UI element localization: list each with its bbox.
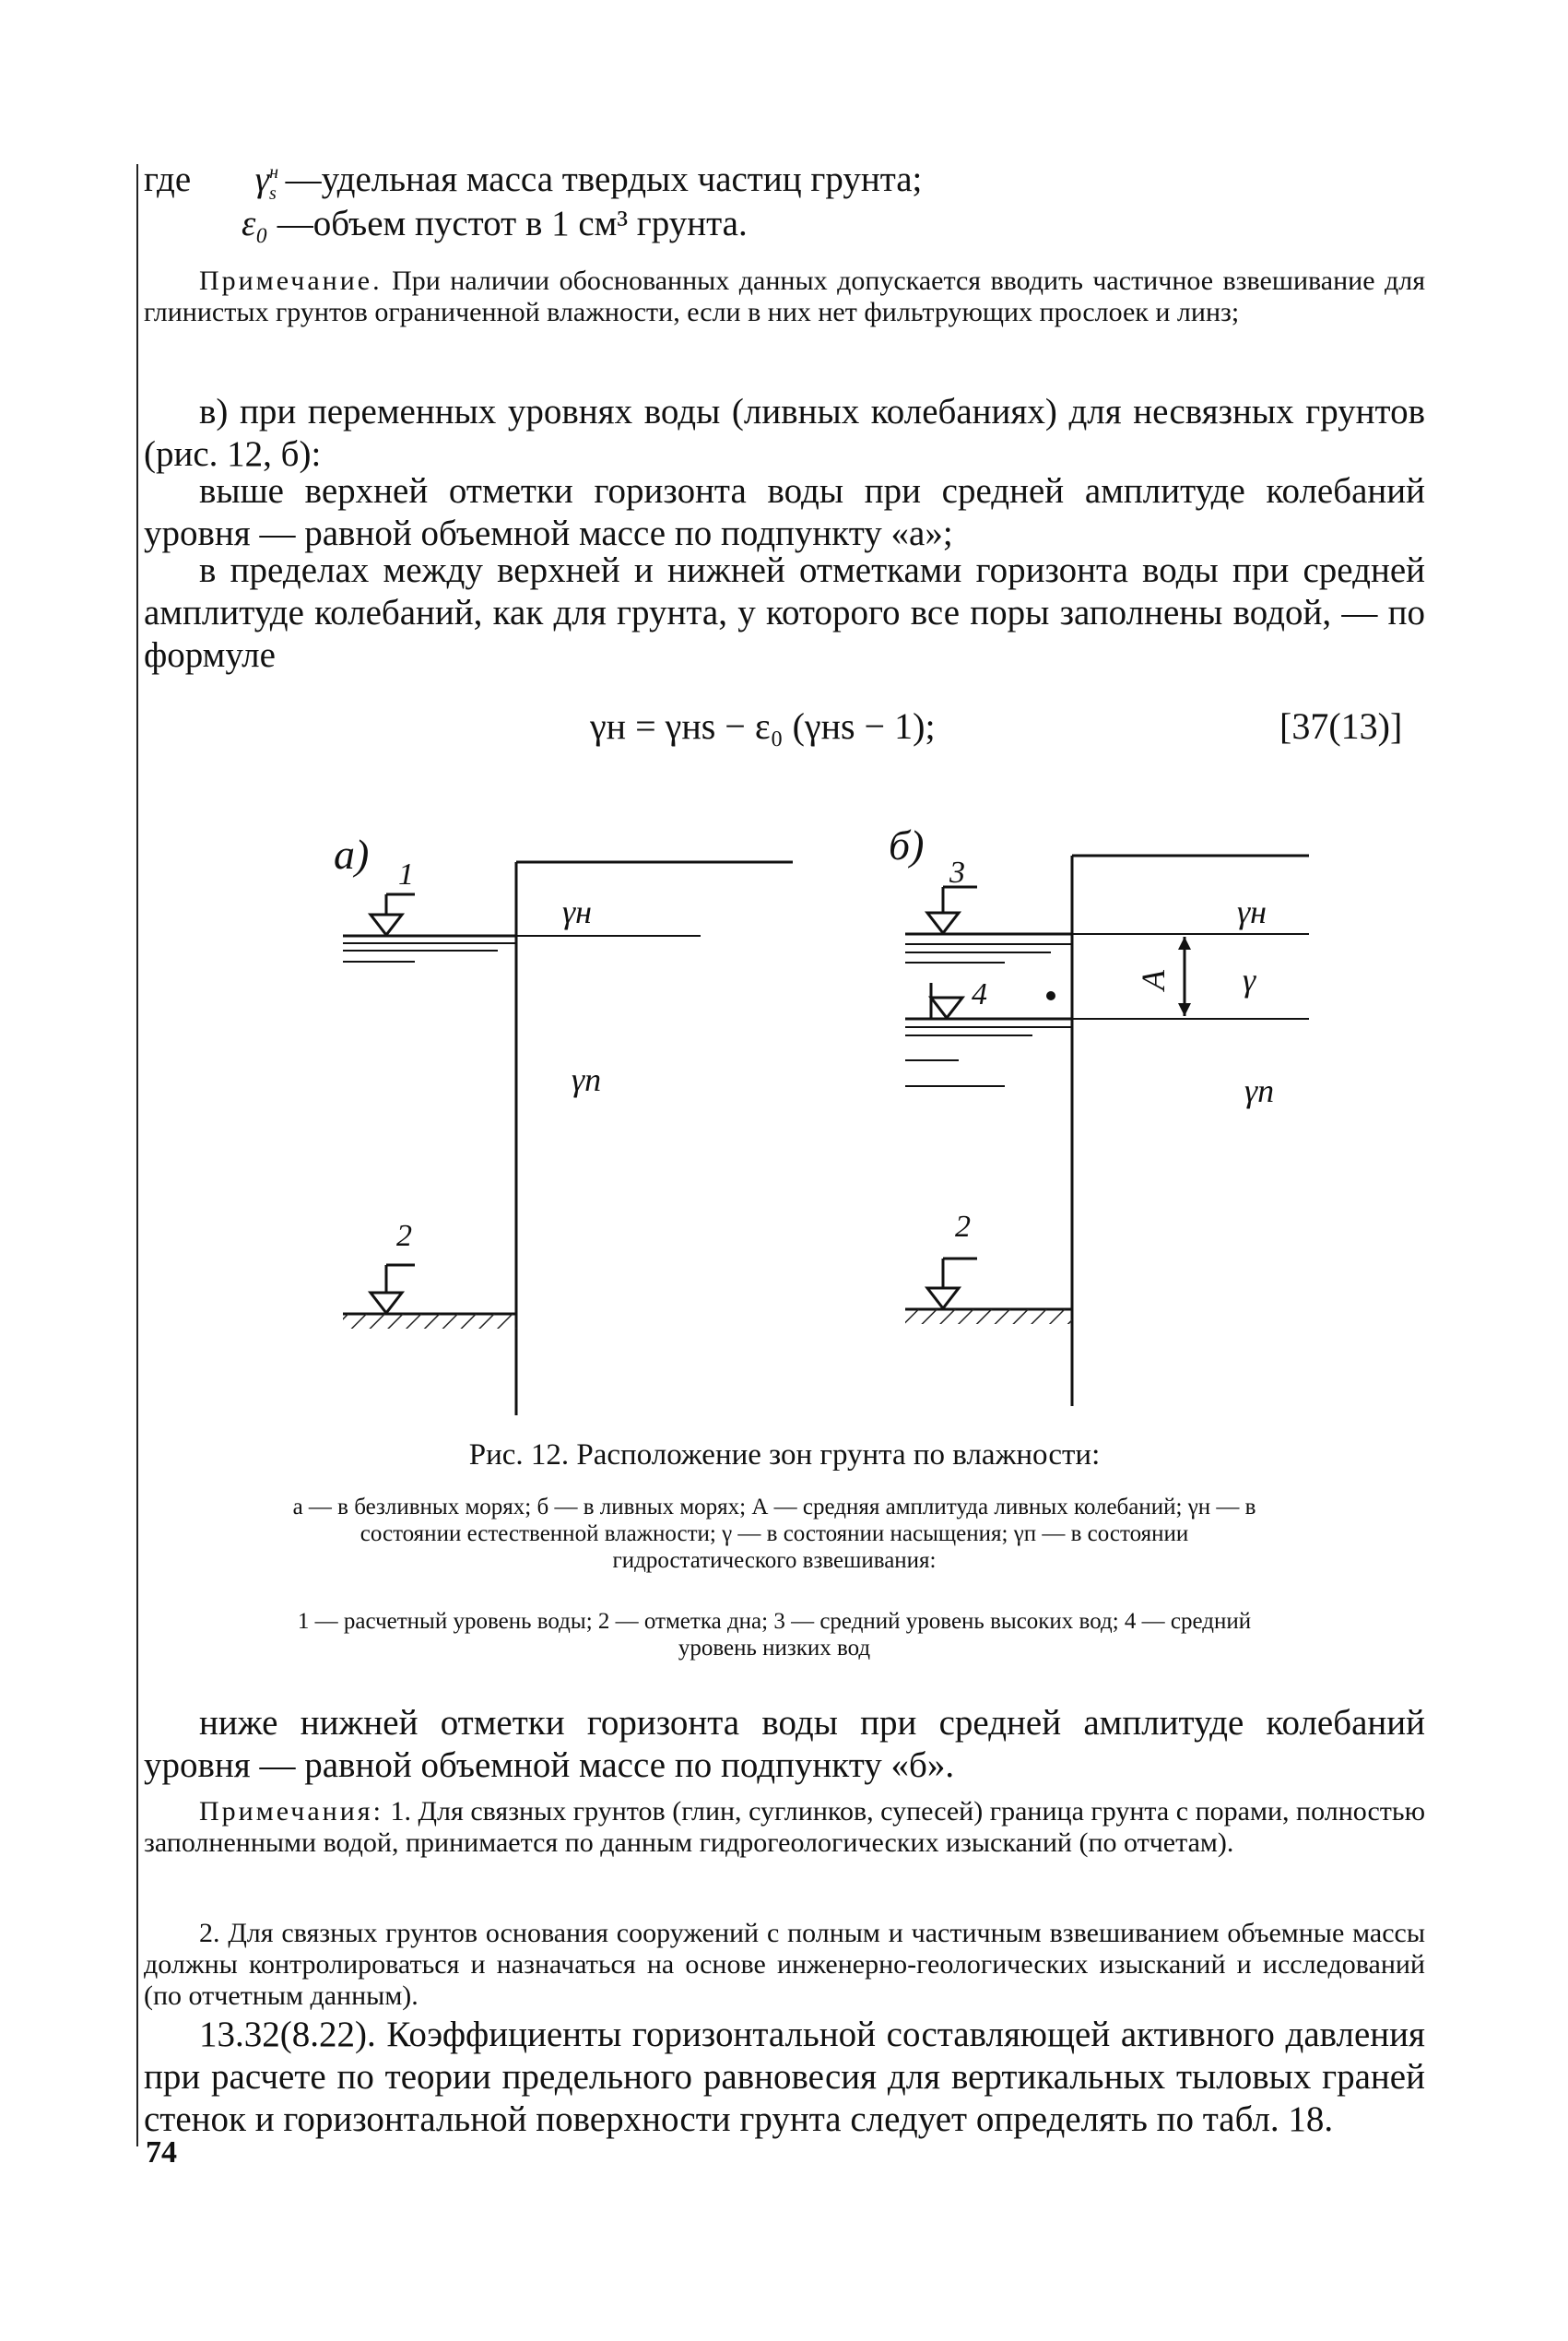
level-marker-4	[931, 998, 962, 1018]
notes-2-label: Примечания:	[199, 1796, 383, 1827]
gamma-n-label-a: γн	[562, 893, 593, 930]
level-2-label-a: 2	[396, 1219, 412, 1253]
paragraph-v: в) при переменных уровнях воды (ливных колебаниях) для несвязных грунтов (рис. 12, б):	[144, 392, 1425, 474]
note-1-text: При наличии обоснованных данных допускается вводить частичное взвешивание для глинистых грунтов ограниченной влажности, если в них нет фильтрующих прослоек и линз;	[144, 266, 1425, 327]
level-marker-2a	[371, 1293, 402, 1313]
page-number: 74	[146, 2135, 177, 2170]
panel-a-label: а)	[334, 831, 370, 878]
paragraph-below: ниже нижней отметки горизонта воды при средней амплитуде колебаний уровня — равной объемной массе по подпункту «б».	[144, 1703, 1425, 1785]
figure-caption-legend-2: 1 — расчетный уровень воды; 2 — отметка дна; 3 — средний уровень высоких вод; 4 — средний уровень низких вод	[297, 1609, 1252, 1661]
level-3-label: 3	[949, 856, 965, 890]
formula-number: [37(13)]	[1279, 705, 1403, 747]
seabed-hatch-a	[343, 1314, 516, 1329]
gamma-p-label-b: γп	[1244, 1072, 1275, 1109]
figure-caption-title: Рис. 12. Расположение зон грунта по влажности:	[468, 1438, 1101, 1472]
level-marker-1	[371, 915, 402, 935]
formula: γн = γнs − ε₀ (γнs − 1);	[590, 705, 936, 747]
epsilon-symbol: ε₀	[242, 204, 268, 243]
figure-caption-legend-1: а — в безливных морях; б — в ливных морях; А — средняя амплитуда ливных колебаний; γн — в состоянии естественной влажности; γ — в состоянии насыщения; γп — в состоянии гидростатического взвешивания:	[292, 1495, 1256, 1573]
where-line-2-text: —объем пустот в 1 см³ грунта.	[277, 204, 748, 243]
notes-2-item-1	[144, 1796, 1425, 1859]
amplitude-arrow-down	[1178, 1003, 1191, 1016]
level-1-label: 1	[398, 857, 414, 892]
note-1-label: Примечание.	[199, 266, 383, 296]
level-4-label: 4	[972, 977, 987, 1011]
notes-2-item-1-text: 1. Для связных грунтов (глин, суглинков, супесей) граница грунта с порами, полностью заполненными водой, принимается по данным гидрогеологических изысканий (по отчетам).	[144, 1796, 1426, 1858]
gamma-s-symbol: $\gamma^н_s$	[254, 160, 279, 204]
level-marker-3	[927, 913, 959, 933]
level-2-label-b: 2	[955, 1210, 971, 1244]
paragraph-above: выше верхней отметки горизонта воды при средней амплитуде колебаний уровня — равной объемной массе по подпункту «а»;	[144, 471, 1425, 553]
notes-2-item-2: 2. Для связных грунтов основания сооружений с полным и частичным взвешиванием объемные массы должны контролироваться и назначаться на основе инженерно-геологических изысканий и исследований (по отчетным данным).	[144, 1918, 1425, 2011]
amplitude-label: A	[1135, 970, 1172, 990]
amplitude-arrow-up	[1178, 937, 1191, 950]
where-line-1-text: —удельная масса твердых частиц грунта;	[285, 160, 923, 199]
gamma-p-label-a: γп	[572, 1061, 602, 1098]
paragraph-13-32: 13.32(8.22). Коэффициенты горизонтальной составляющей активного давления при расчете по теории предельного равновесия для вертикальных тыловых граней стенок и горизонтальной поверхности грунта следует определять по табл. 18.	[144, 2015, 1425, 2139]
panel-b-drawing	[905, 856, 1309, 1406]
gamma-n-label-b: γн	[1237, 893, 1267, 930]
paragraph-between: в пределах между верхней и нижней отметками горизонта воды при средней амплитуде колебаний, как для грунта, у которого все поры заполнены водой, — по формуле	[144, 550, 1425, 675]
level-marker-2b	[927, 1288, 959, 1308]
dot	[1046, 991, 1055, 1000]
panel-b-label: б)	[889, 822, 925, 869]
where-label: где	[144, 160, 192, 199]
gamma-label-b: γ	[1243, 962, 1256, 999]
seabed-hatch-b	[905, 1309, 1072, 1324]
panel-a-drawing	[343, 862, 793, 1415]
